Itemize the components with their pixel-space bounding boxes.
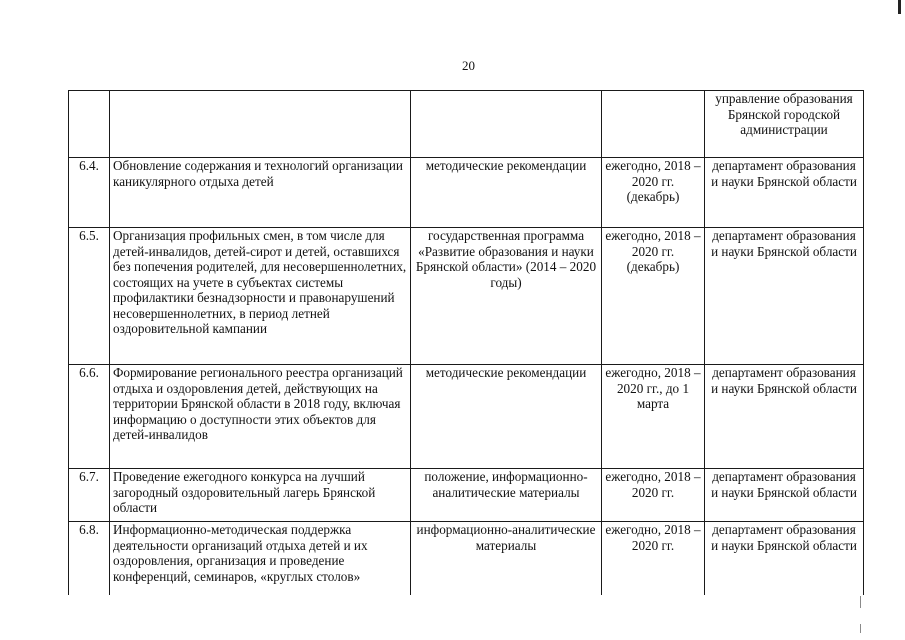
table-row	[69, 228, 864, 365]
executor: департамент образования и науки Брянской области	[705, 522, 864, 595]
scan-edge-mark	[898, 0, 901, 14]
document-type: методические рекомендации	[411, 365, 602, 469]
table-row	[69, 469, 864, 522]
row-number: 6.8.	[69, 522, 110, 595]
row-number: 6.5.	[69, 228, 110, 365]
deadline: ежегодно, 2018 – 2020 гг. (декабрь)	[602, 228, 705, 365]
executor: департамент образования и науки Брянской области	[705, 469, 864, 522]
row-number: 6.6.	[69, 365, 110, 469]
table-row	[69, 365, 864, 469]
executor: департамент образования и науки Брянской области	[705, 228, 864, 365]
row-number: 6.4.	[69, 158, 110, 228]
scan-speck	[860, 624, 861, 633]
activity-name: Организация профильных смен, в том числе для детей-инвалидов, детей-сирот и детей, оставшихся без попечения родителей, для несовершеннолетних, состоящих на учете в субъектах системы профилактики безнадзорности и правонарушений несовершеннолетних, в период летней оздоровительной кампании	[110, 228, 411, 365]
deadline: ежегодно, 2018 – 2020 гг., до 1 марта	[602, 365, 705, 469]
deadline: ежегодно, 2018 – 2020 гг.	[602, 522, 705, 595]
deadline	[602, 91, 705, 158]
page-number: 20	[462, 58, 475, 73]
document-type: государственная программа «Развитие образования и науки Брянской области» (2014 – 2020 годы)	[411, 228, 602, 365]
executor: департамент образования и науки Брянской области	[705, 365, 864, 469]
scan-speck	[860, 596, 861, 608]
activity-name: Информационно-методическая поддержка деятельности организаций отдыха детей и их оздоровления, организация и проведение конференций, семинаров, «круглых столов»	[110, 522, 411, 595]
document-type: информационно-аналитические материалы	[411, 522, 602, 595]
row-number	[69, 91, 110, 158]
deadline: ежегодно, 2018 – 2020 гг.	[602, 469, 705, 522]
document-type: методические рекомендации	[411, 158, 602, 228]
activity-name: Обновление содержания и технологий организации каникулярного отдыха детей	[110, 158, 411, 228]
activity-name	[110, 91, 411, 158]
document-type: положение, информационно-аналитические материалы	[411, 469, 602, 522]
table-row	[69, 91, 864, 158]
executor: департамент образования и науки Брянской области	[705, 158, 864, 228]
executor: управление образования Брянской городской администрации	[705, 91, 864, 158]
deadline: ежегодно, 2018 – 2020 гг. (декабрь)	[602, 158, 705, 228]
document-type	[411, 91, 602, 158]
activity-name: Формирование регионального реестра организаций отдыха и оздоровления детей, действующих на территории Брянской области в 2018 году, включая информацию о доступности этих объектов для детей-инвалидов	[110, 365, 411, 469]
table-row	[69, 158, 864, 228]
table-row	[69, 522, 864, 595]
activity-name: Проведение ежегодного конкурса на лучший загородный оздоровительный лагерь Брянской области	[110, 469, 411, 522]
row-number: 6.7.	[69, 469, 110, 522]
action-plan-table	[68, 90, 864, 595]
